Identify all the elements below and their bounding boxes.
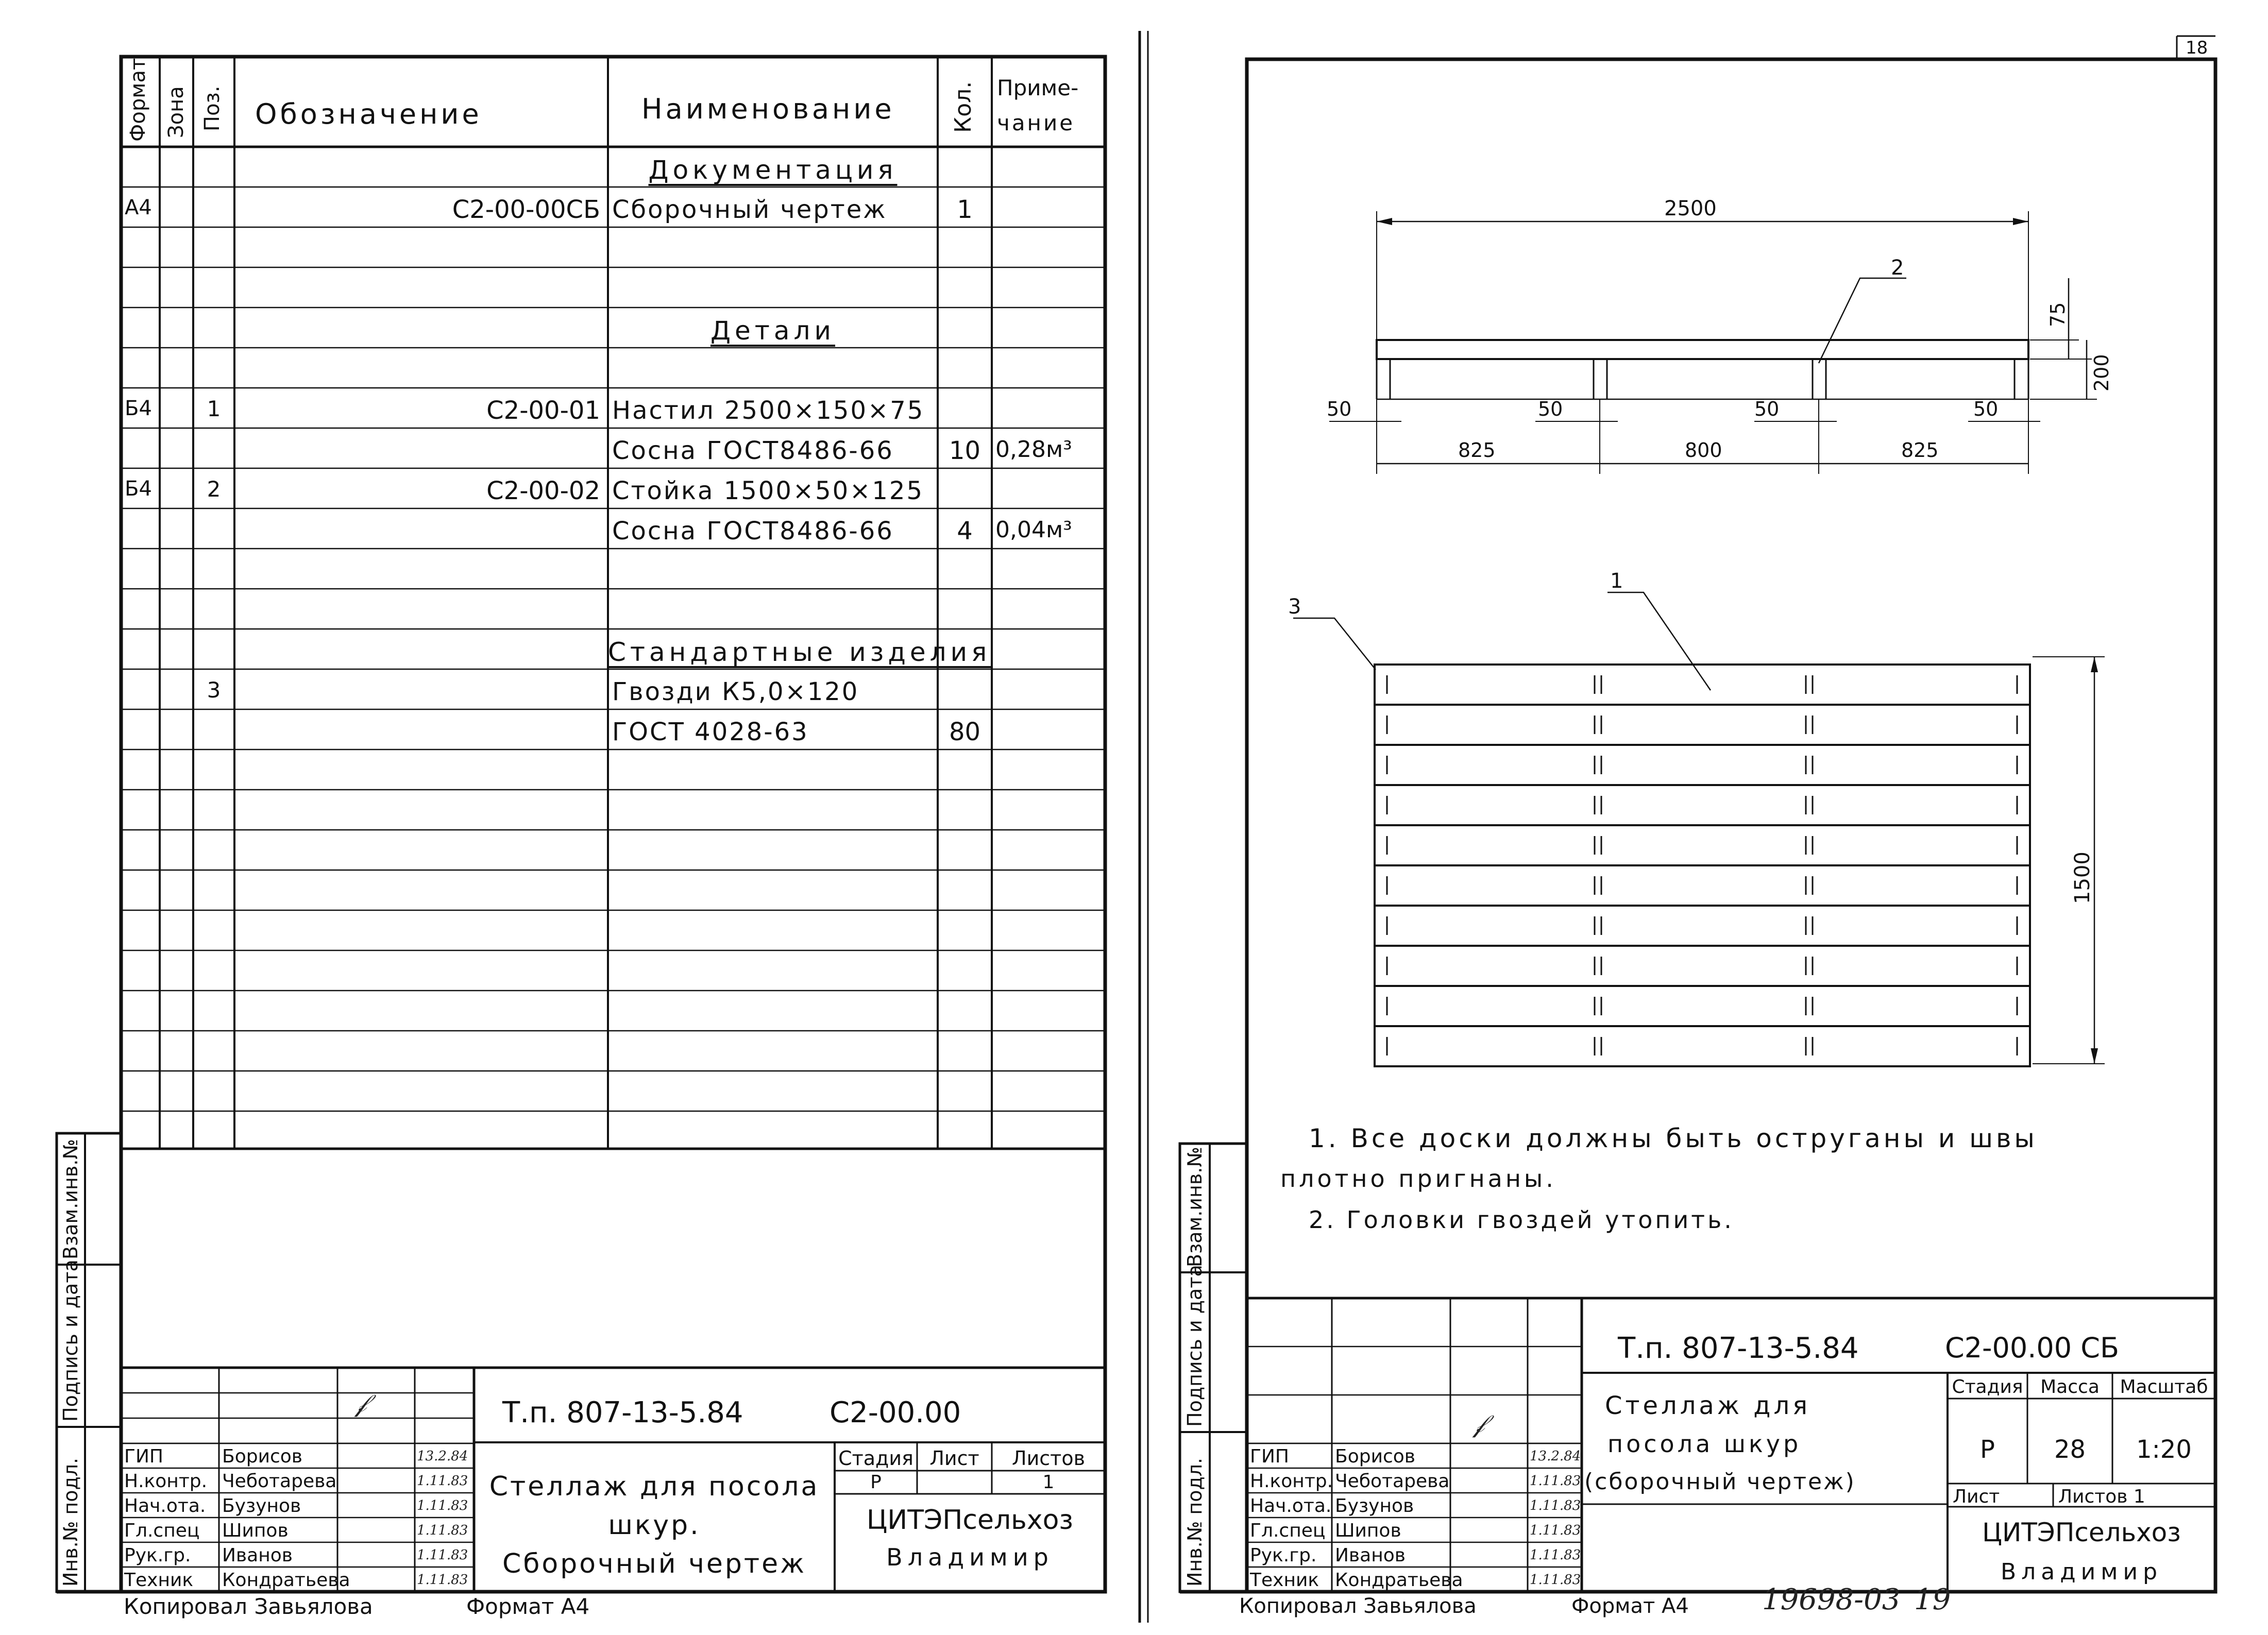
dim-height: 200 [2090, 354, 2113, 391]
cell-heading: Документация [648, 155, 898, 185]
note-line-1: 1. Все доски должны быть оструганы и швы [1309, 1123, 2038, 1153]
staff-date: 1.11.83 [417, 1547, 468, 1563]
staff-role: Гл.спец [124, 1520, 200, 1541]
callout-post: 2 [1891, 256, 1904, 280]
cell-qty: 10 [949, 436, 981, 465]
staff-role-r: Рук.гр. [1250, 1545, 1317, 1566]
cell-name: Настил 2500×150×75 [612, 396, 925, 425]
sheets-label-r: Листов 1 [2058, 1486, 2145, 1507]
footer-copied: Копировал Завьялова [124, 1594, 373, 1619]
dim-total-length: 2500 [1664, 197, 1717, 220]
scale-value-r: 1:20 [2136, 1435, 2192, 1464]
dim-post-1: 50 [1327, 398, 1352, 420]
title-line-3: Сборочный чертеж [502, 1548, 806, 1579]
dim-board-thickness: 75 [2046, 302, 2069, 327]
title-line-1: Стеллаж для посола [489, 1471, 820, 1502]
title-line-2-r: посола шкур [1607, 1430, 1802, 1458]
dim-post-2: 50 [1538, 398, 1563, 420]
stage-header-r: Стадия [1952, 1376, 2023, 1398]
staff-role: Н.контр. [124, 1471, 208, 1492]
header-qty: Кол. [950, 81, 976, 133]
staff-name: Чеботарева [222, 1471, 337, 1492]
staff-role: ГИП [124, 1446, 163, 1467]
footer-format: Формат А4 [466, 1594, 590, 1619]
dim-post-4: 50 [1973, 398, 1999, 420]
side-label-inv-no-r: Инв.№ подл. [1183, 1457, 1206, 1587]
staff-name: Борисов [222, 1446, 303, 1467]
org-line-2: Владимир [886, 1543, 1054, 1571]
cell-format: Б4 [125, 397, 152, 420]
cell-name: Сборочный чертеж [612, 195, 887, 224]
title-line-1-r: Стеллаж для [1605, 1391, 1811, 1420]
signature-stamp: 𝒻 [356, 1389, 367, 1418]
sheet-header: Лист [929, 1447, 979, 1470]
staff-name: Иванов [222, 1545, 293, 1566]
staff-name: Бузунов [222, 1495, 301, 1517]
cell-note: 0,04м³ [995, 517, 1072, 543]
header-name: Наименование [641, 93, 895, 125]
staff-date-r: 1.11.83 [1530, 1523, 1581, 1538]
staff-role-r: Н.контр. [1250, 1471, 1333, 1492]
sheets-header: Листов [1012, 1447, 1085, 1470]
staff-name-r: Шипов [1335, 1520, 1401, 1541]
signature-stamp-r: 𝒻 [1474, 1409, 1485, 1438]
org-line-2-r: Владимир [2000, 1559, 2162, 1585]
dim-span-middle: 800 [1685, 439, 1722, 462]
staff-date-r: 1.11.83 [1530, 1572, 1581, 1588]
header-format: Формат [126, 58, 150, 142]
cell-designation: С2-00-00СБ [452, 195, 600, 224]
callout-nail: 3 [1288, 595, 1301, 619]
org-line-1-r: ЦИТЭПсельхоз [1982, 1518, 2181, 1547]
header-note-2: чание [997, 110, 1075, 135]
cell-format: Б4 [125, 477, 152, 501]
side-label-signature: Подпись и дата [59, 1259, 82, 1422]
header-note-1: Приме- [997, 75, 1079, 100]
cell-designation: С2-00-01 [486, 396, 600, 425]
cell-note: 0,28м³ [995, 436, 1072, 463]
cell-qty: 1 [957, 195, 973, 224]
staff-name-r: Иванов [1335, 1545, 1406, 1566]
title-line-2: шкур. [608, 1510, 701, 1541]
staff-name-r: Борисов [1335, 1446, 1416, 1467]
side-label-replace-inv-r: Взам.инв.№ [1183, 1147, 1206, 1267]
staff-role-r: ГИП [1250, 1446, 1289, 1467]
cell-pos: 3 [207, 677, 221, 703]
page-number: 19 [1914, 1583, 1951, 1616]
staff-date: 1.11.83 [417, 1473, 468, 1489]
header-designation: Обозначение [255, 98, 482, 130]
staff-name-r: Чеботарева [1335, 1471, 1450, 1492]
mass-value-r: 28 [2054, 1435, 2086, 1464]
cell-name: Стойка 1500×50×125 [612, 476, 924, 505]
staff-role-r: Нач.ота. [1250, 1495, 1332, 1517]
staff-date-r: 1.11.83 [1530, 1547, 1581, 1563]
cell-qty: 4 [957, 517, 973, 546]
staff-date: 1.11.83 [417, 1523, 468, 1538]
header-pos: Поз. [200, 86, 224, 131]
stage-value: Р [870, 1472, 882, 1493]
staff-date-r: 13.2.84 [1530, 1449, 1581, 1464]
cell-qty: 80 [949, 718, 981, 746]
cell-pos: 1 [207, 396, 221, 421]
staff-name: Кондратьева [222, 1570, 350, 1591]
staff-role: Нач.ота. [124, 1495, 206, 1517]
staff-date-r: 1.11.83 [1530, 1498, 1581, 1513]
cell-name: Сосна ГОСТ8486-66 [612, 436, 894, 465]
staff-role: Техник [124, 1570, 194, 1591]
staff-name-r: Бузунов [1335, 1495, 1414, 1517]
dim-width: 1500 [2071, 851, 2094, 904]
archive-number: 19698-03 [1762, 1583, 1901, 1616]
side-label-signature-r: Подпись и дата [1183, 1265, 1206, 1427]
note-line-3: 2. Головки гвоздей утопить. [1309, 1206, 1734, 1234]
staff-date: 13.2.84 [417, 1449, 468, 1464]
title-line-3-r: (сборочный чертеж) [1584, 1469, 1856, 1495]
dim-post-3: 50 [1754, 398, 1780, 420]
stage-header: Стадия [838, 1447, 913, 1470]
staff-date: 1.11.83 [417, 1498, 468, 1513]
scale-header-r: Масштаб [2120, 1376, 2208, 1398]
footer-format-r: Формат А4 [1571, 1594, 1689, 1618]
staff-date-r: 1.11.83 [1530, 1473, 1581, 1489]
sheet-number-top: 18 [2186, 38, 2208, 58]
staff-name-r: Кондратьева [1335, 1570, 1463, 1591]
dim-span-right: 825 [1901, 439, 1939, 462]
staff-date: 1.11.83 [417, 1572, 468, 1588]
doc-number: С2-00.00 [830, 1396, 961, 1429]
dim-span-left: 825 [1458, 439, 1496, 462]
cell-designation: С2-00-02 [486, 476, 600, 505]
doc-code: Т.п. 807-13-5.84 [502, 1396, 743, 1429]
cell-heading: Детали [710, 316, 836, 346]
cell-heading: Стандартные изделия [608, 637, 991, 667]
doc-code-r: Т.п. 807-13-5.84 [1618, 1332, 1859, 1365]
org-line-1: ЦИТЭПсельхоз [866, 1505, 1074, 1536]
callout-board: 1 [1610, 569, 1623, 593]
staff-name: Шипов [222, 1520, 289, 1541]
staff-role-r: Гл.спец [1250, 1520, 1326, 1541]
side-label-replace-inv: Взам.инв.№ [59, 1139, 82, 1259]
cell-name: ГОСТ 4028-63 [612, 718, 809, 746]
footer-copied-r: Копировал Завьялова [1239, 1594, 1477, 1618]
cell-name: Сосна ГОСТ8486-66 [612, 517, 894, 546]
side-label-inv-no: Инв.№ подл. [59, 1457, 82, 1587]
cell-format: А4 [125, 196, 152, 219]
header-zone: Зона [164, 86, 188, 138]
doc-number-r: С2-00.00 СБ [1945, 1332, 2120, 1364]
stage-value-r: Р [1980, 1435, 1995, 1464]
staff-role: Рук.гр. [124, 1545, 191, 1566]
sheet-label-r: Лист [1953, 1486, 2000, 1507]
cell-name: Гвозди К5,0×120 [612, 677, 859, 706]
mass-header-r: Масса [2040, 1376, 2100, 1398]
sheets-value: 1 [1042, 1472, 1055, 1493]
staff-role-r: Техник [1250, 1570, 1319, 1591]
note-line-2: плотно пригнаны. [1280, 1165, 1556, 1193]
cell-pos: 2 [207, 476, 221, 502]
